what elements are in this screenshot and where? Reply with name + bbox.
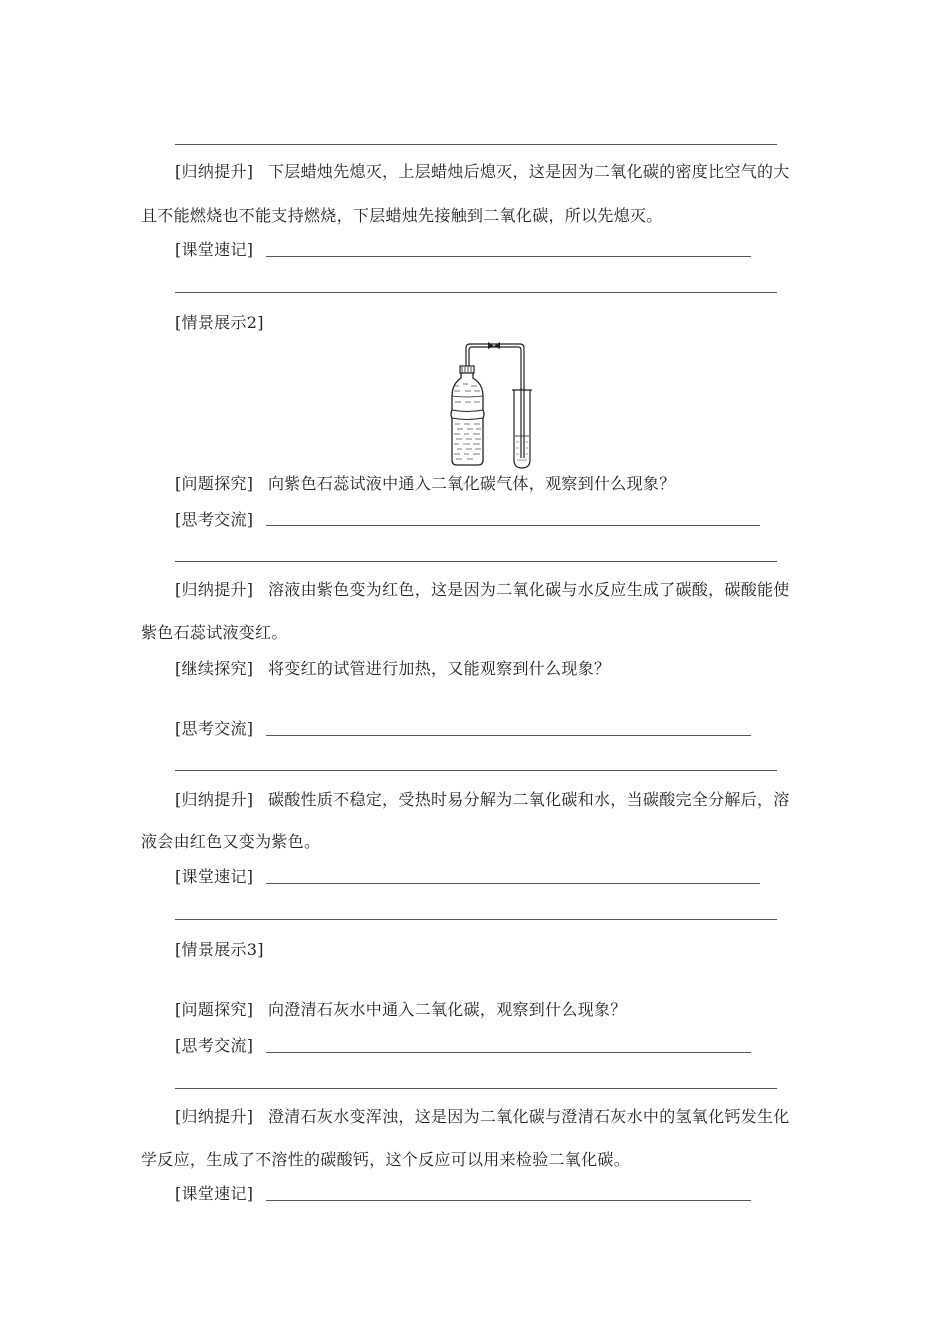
answer-line[interactable] <box>266 735 751 736</box>
discussion-label: [思考交流] <box>175 510 254 529</box>
answer-line[interactable] <box>266 1200 751 1201</box>
summary-label: [归纳提升] <box>175 1107 254 1126</box>
discussion-label: [思考交流] <box>175 719 254 738</box>
summary-text: 碳酸性质不稳定，受热时易分解为二氧化碳和水，当碳酸完全分解后，溶 <box>268 790 790 809</box>
answer-line[interactable] <box>175 561 777 562</box>
summary-text: 下层蜡烛先熄灭，上层蜡烛后熄灭，这是因为二氧化碳的密度比空气的大 <box>268 162 790 181</box>
answer-line[interactable] <box>175 919 777 920</box>
answer-line[interactable] <box>175 1088 777 1089</box>
answer-line[interactable] <box>175 292 777 293</box>
summary-text: 溶液由紫色变为红色，这是因为二氧化碳与水反应生成了碳酸，碳酸能使 <box>268 580 790 599</box>
continue-label: [继续探究] <box>175 659 254 678</box>
answer-line[interactable] <box>266 525 760 526</box>
summary-text: 紫色石蕊试液变红。 <box>141 623 288 642</box>
summary-label: [归纳提升] <box>175 162 254 181</box>
notes-label: [课堂速记] <box>175 1184 254 1203</box>
answer-line[interactable] <box>266 883 760 884</box>
summary-label: [归纳提升] <box>175 580 254 599</box>
scenario-label: [情景展示2] <box>175 313 264 332</box>
summary-label: [归纳提升] <box>175 790 254 809</box>
question-text: 向紫色石蕊试液中通入二氧化碳气体，观察到什么现象？ <box>268 474 676 493</box>
summary-text: 澄清石灰水变浑浊，这是因为二氧化碳与澄清石灰水中的氢氧化钙发生化 <box>268 1107 790 1126</box>
question-label: [问题探究] <box>175 1000 254 1019</box>
summary-text: 学反应，生成了不溶性的碳酸钙，这个反应可以用来检验二氧化碳。 <box>141 1150 631 1169</box>
question-text: 向澄清石灰水中通入二氧化碳，观察到什么现象？ <box>268 1000 627 1019</box>
answer-line <box>175 144 777 145</box>
scenario-label: [情景展示3] <box>175 940 264 959</box>
summary-text: 液会由红色又变为紫色。 <box>141 832 321 851</box>
answer-line[interactable] <box>175 770 777 771</box>
apparatus-figure <box>440 340 540 472</box>
notes-label: [课堂速记] <box>175 867 254 886</box>
answer-line[interactable] <box>266 1052 751 1053</box>
question-label: [问题探究] <box>175 474 254 493</box>
continue-text: 将变红的试管进行加热，又能观察到什么现象？ <box>268 659 611 678</box>
summary-text: 且不能燃烧也不能支持燃烧，下层蜡烛先接触到二氧化碳，所以先熄灭。 <box>141 206 663 225</box>
discussion-label: [思考交流] <box>175 1036 254 1055</box>
answer-line[interactable] <box>266 256 751 257</box>
notes-label: [课堂速记] <box>175 240 254 259</box>
